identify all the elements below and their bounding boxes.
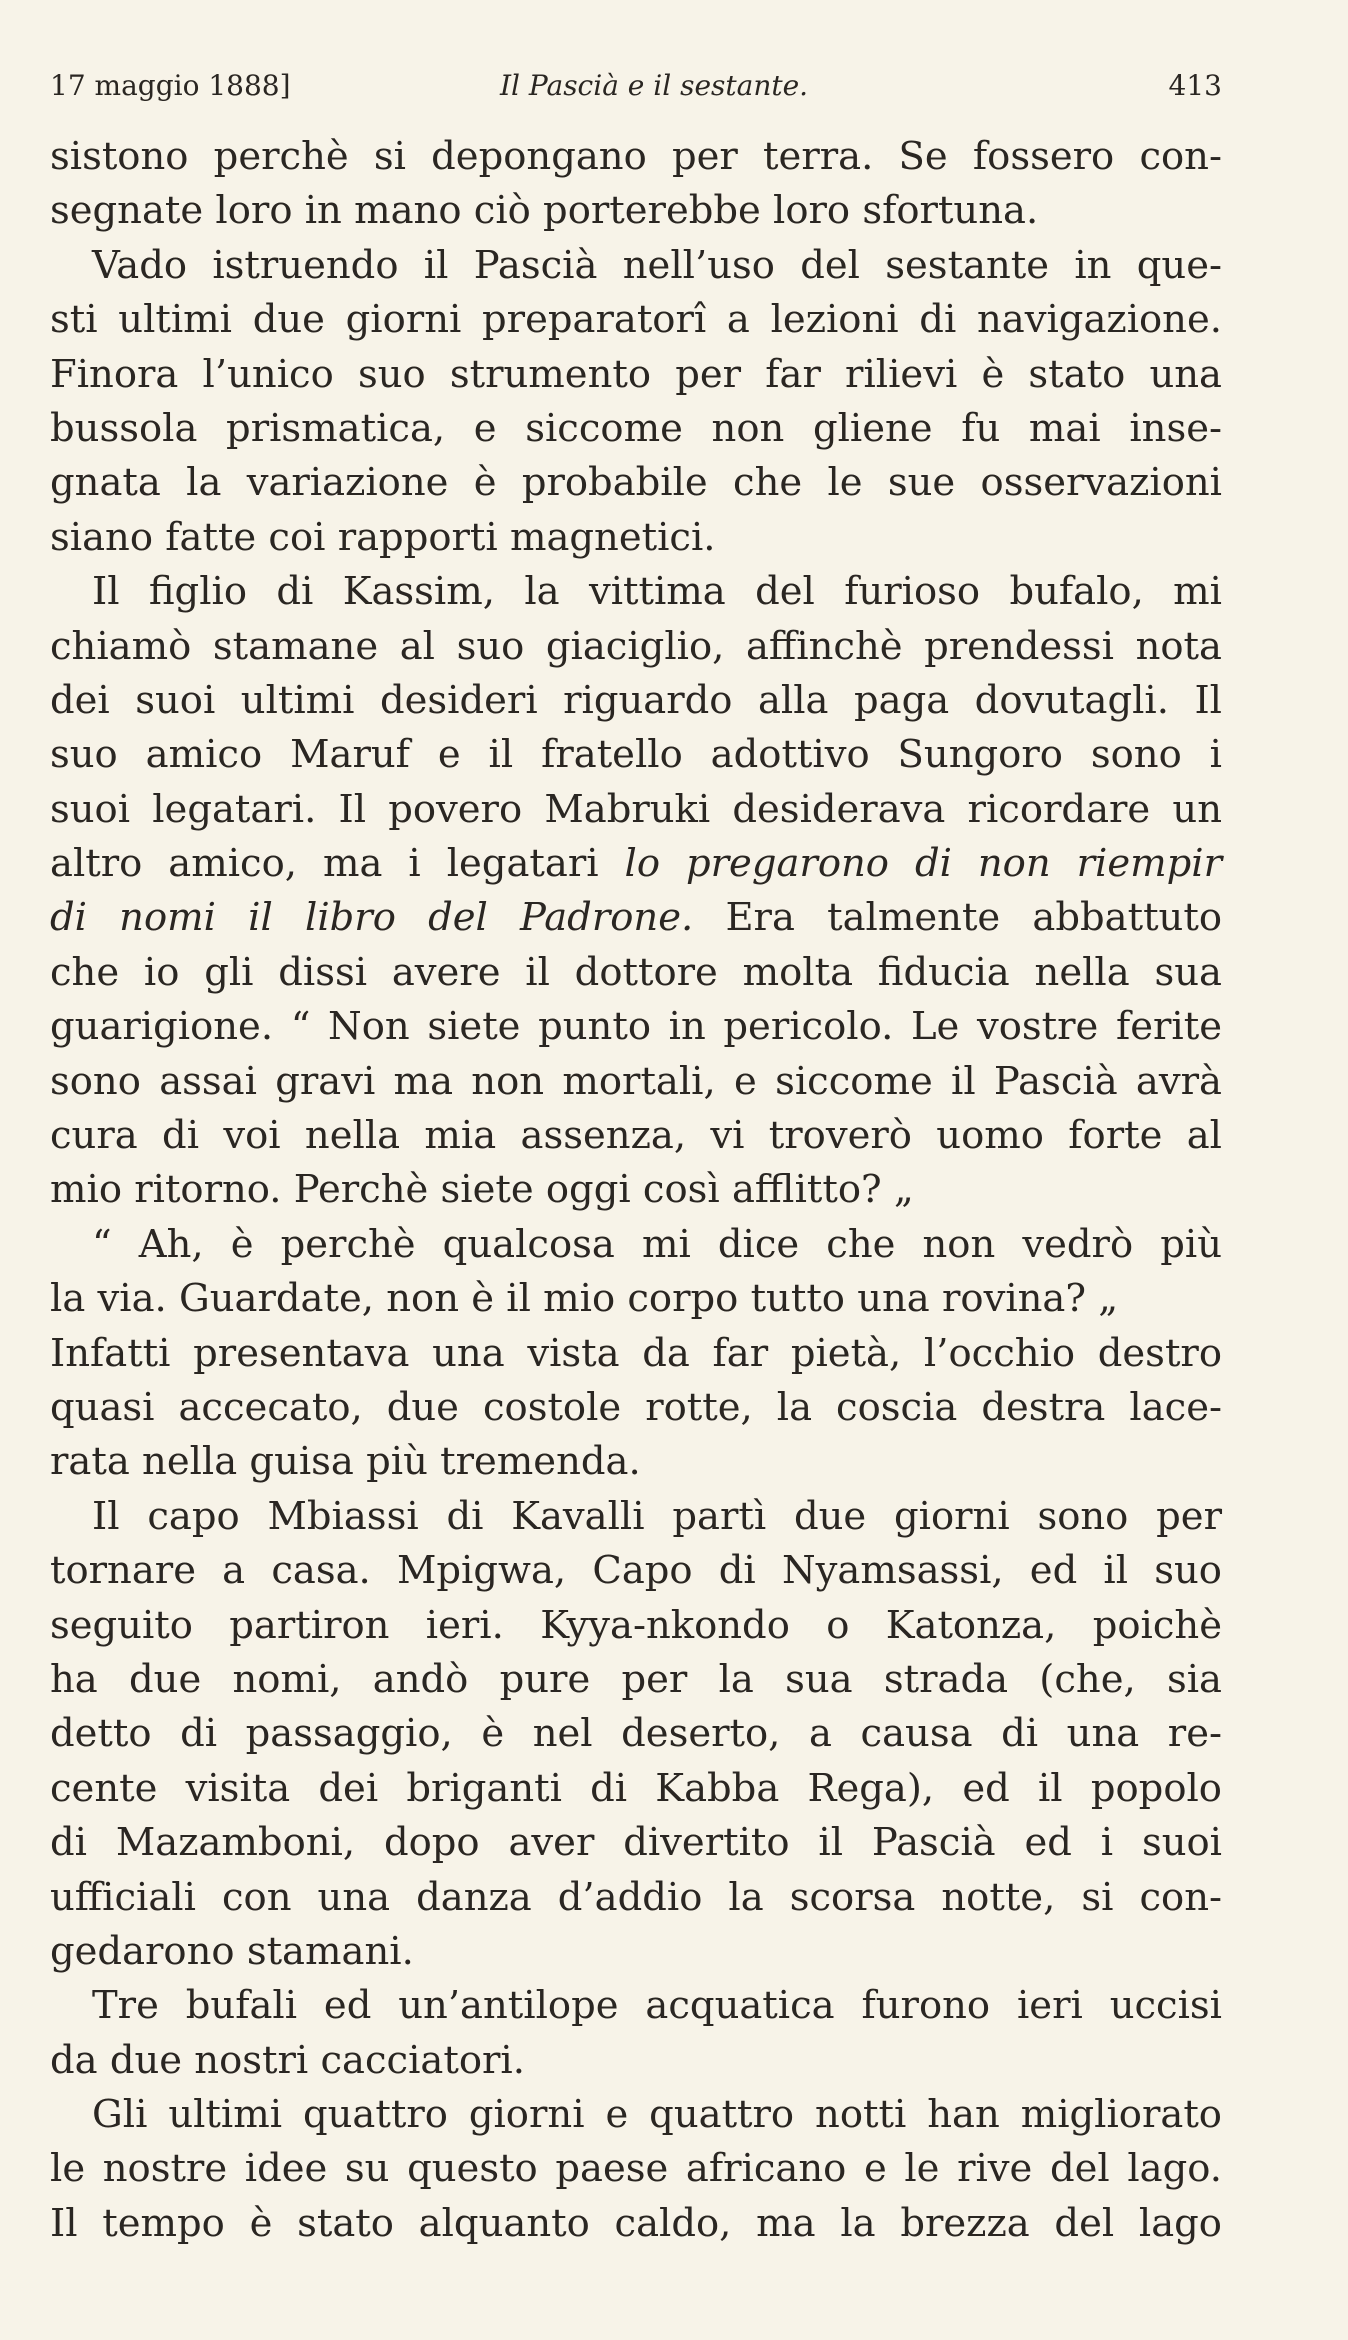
text-line: tornare a casa. Mpigwa, Capo di Nyamsassi, ed il suo (50, 1548, 1222, 1594)
text-line: che io gli dissi avere il dottore molta fiducia nella sua (50, 949, 1222, 995)
text-line: la via. Guardate, non è il mio corpo tutto una rovina? „ (50, 1276, 1119, 1322)
text-line: Infatti presentava una vista da far pietà, l’occhio destro (50, 1330, 1222, 1376)
text-line: chiamò stamane al suo giaciglio, affinchè prendessi nota (50, 623, 1222, 669)
text-line: ufficiali con una danza d’addio la scorsa notte, si con- (50, 1874, 1222, 1920)
header-date: 17 maggio 1888] (50, 69, 291, 102)
text-line: Finora l’unico suo strumento per far rilievi è stato una (50, 351, 1222, 397)
text-line: “ Ah, è perchè qualcosa mi dice che non vedrò più (92, 1221, 1222, 1267)
text-line: sti ultimi due giorni preparatorî a lezioni di navigazione. (50, 297, 1222, 343)
text-line: sistono perchè si depongano per terra. Se fossero con- (50, 134, 1222, 179)
text-line: bussola prismatica, e siccome non gliene fu mai inse- (50, 405, 1222, 451)
text-line: Il tempo è stato alquanto caldo, ma la brezza del lago (50, 2200, 1222, 2246)
page-number: 413 (1168, 69, 1222, 102)
text-line: Tre bufali ed un’antilope acquatica furono ieri uccisi (92, 1983, 1222, 2029)
text-line: da due nostri cacciatori. (50, 2037, 525, 2083)
text-line: quasi accecato, due costole rotte, la coscia destra lace- (50, 1384, 1222, 1430)
text-line: Il capo Mbiassi di Kavalli partì due giorni sono per (92, 1493, 1222, 1539)
text-line: suo amico Maruf e il fratello adottivo Sungoro sono i (50, 732, 1222, 778)
header-chapter-title: Il Pascià e il sestante. (500, 69, 809, 102)
text-line: segnate loro in mano ciò porterebbe loro sfortuna. (50, 188, 1039, 234)
text-line: cura di voi nella mia assenza, vi troverò uomo forte al (50, 1113, 1222, 1159)
text-segment: Era talmente abbattuto (693, 895, 1223, 941)
text-line: rata nella guisa più tremenda. (50, 1439, 641, 1485)
text-line: seguito partiron ieri. Kyya-nkondo o Katonza, poichè (50, 1602, 1222, 1648)
italic-segment: lo pregarono di non riempir (624, 841, 1222, 887)
italic-segment: di nomi il libro del Padrone. (50, 895, 694, 941)
text-segment: altro amico, ma i legatari (50, 841, 625, 887)
text-line: gedarono stamani. (50, 1928, 414, 1974)
body-text (50, 130, 1222, 2251)
text-line: Gli ultimi quattro giorni e quattro notti han migliorato (92, 2092, 1222, 2138)
text-line: mio ritorno. Perchè siete oggi così afflitto? „ (50, 1167, 914, 1213)
text-line: guarigione. “ Non siete punto in pericolo. Le vostre ferite (50, 1004, 1222, 1050)
text-line: ha due nomi, andò pure per la sua strada (che, sia (50, 1656, 1222, 1702)
text-line (50, 837, 1222, 891)
text-line: suoi legatari. Il povero Mabruki desiderava ricordare un (50, 786, 1222, 832)
text-line: le nostre idee su questo paese africano e le rive del lago. (50, 2146, 1222, 2192)
text-line: cente visita dei briganti di Kabba Rega), ed il popolo (50, 1765, 1222, 1811)
text-line: siano fatte coi rapporti magnetici. (50, 514, 716, 560)
text-line (50, 891, 1222, 945)
text-line: Vado istruendo il Pascià nell’uso del sestante in que- (92, 242, 1222, 288)
running-header (50, 66, 1222, 106)
text-line: Il figlio di Kassim, la vittima del furioso bufalo, mi (92, 569, 1222, 615)
text-line: detto di passaggio, è nel deserto, a causa di una re- (50, 1711, 1222, 1757)
text-line: dei suoi ultimi desideri riguardo alla paga dovutagli. Il (50, 677, 1222, 723)
text-line: gnata la variazione è probabile che le sue osservazioni (50, 460, 1222, 506)
text-line: di Mazamboni, dopo aver divertito il Pascià ed i suoi (50, 1820, 1222, 1866)
text-line: sono assai gravi ma non mortali, e siccome il Pascià avrà (50, 1058, 1222, 1104)
